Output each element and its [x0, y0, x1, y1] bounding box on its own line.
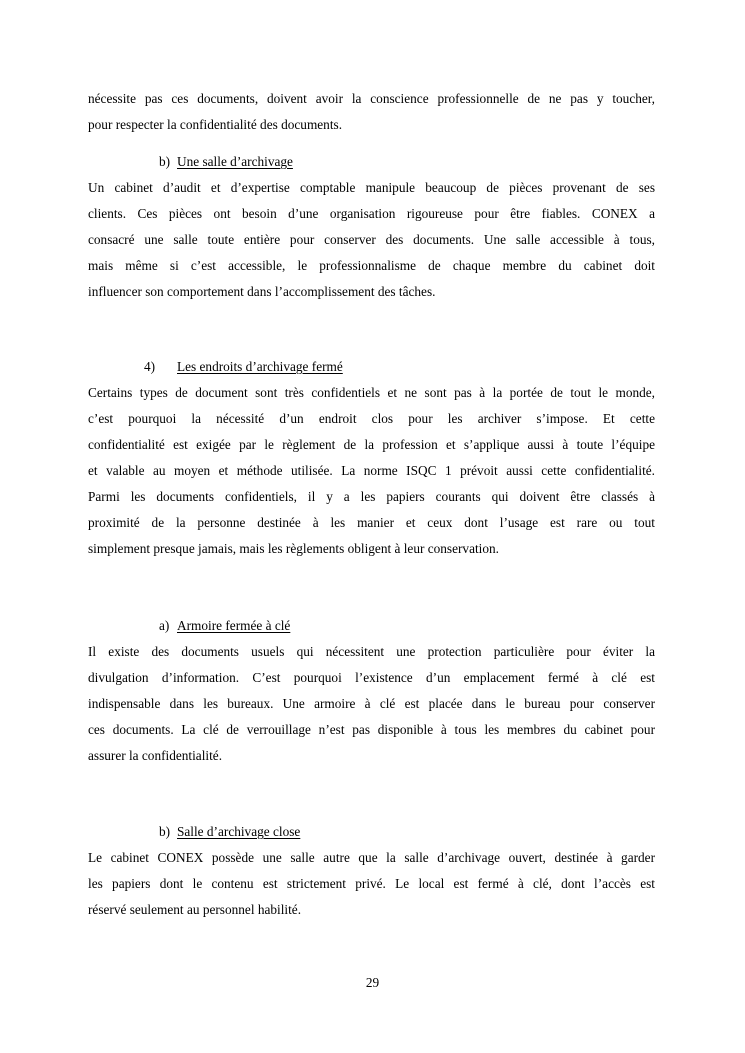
paragraph-line: et valable au moyen et méthode utilisée. La norme ISQC 1 prévoit aussi cette confidentialité. [88, 463, 655, 478]
section-heading-salle-close [159, 824, 300, 840]
paragraph-line: indispensable dans les bureaux. Une armoire à clé est placée dans le bureau pour conserver [88, 696, 655, 711]
paragraph-line: Un cabinet d’audit et d’expertise comptable manipule beaucoup de pièces provenant de ses [88, 180, 655, 195]
paragraph-line: confidentialité est exigée par le règlement de la profession et s’applique aussi à toute l’équipe [88, 437, 655, 452]
paragraph-line: c’est pourquoi la nécessité d’un endroit clos pour les archiver s’impose. Et cette [88, 411, 655, 426]
paragraph-line: pour respecter la confidentialité des documents. [88, 117, 343, 132]
heading-title: Les endroits d’archivage fermé [177, 359, 343, 374]
paragraph-line: ces documents. La clé de verrouillage n’est pas disponible à tous les membres du cabinet pour [88, 722, 655, 737]
paragraph-line: mais même si c’est accessible, le professionnalisme de chaque membre du cabinet doit [88, 258, 655, 273]
heading-title: Une salle d’archivage [177, 154, 293, 169]
paragraph-line: influencer son comportement dans l’accomplissement des tâches. [88, 284, 436, 299]
paragraph-line: clients. Ces pièces ont besoin d’une organisation rigoureuse pour être fiables. CONEX a [88, 206, 655, 221]
paragraph-line: réservé seulement au personnel habilité. [88, 902, 302, 917]
paragraph-line: Le cabinet CONEX possède une salle autre que la salle d’archivage ouvert, destinée à garder [88, 850, 655, 865]
section-heading-salle-archivage [159, 154, 293, 170]
paragraph-line: Il existe des documents usuels qui nécessitent une protection particulière pour éviter la [88, 644, 655, 659]
paragraph-line: assurer la confidentialité. [88, 748, 223, 763]
section-heading-endroits-fermes [144, 359, 343, 375]
heading-title: Salle d’archivage close [177, 824, 301, 839]
paragraph-line: simplement presque jamais, mais les règlements obligent à leur conservation. [88, 541, 499, 556]
page-number: 29 [365, 975, 380, 990]
heading-marker: a) [159, 618, 170, 633]
paragraph-line: nécessite pas ces documents, doivent avoir la conscience professionnelle de ne pas y toucher, [88, 91, 655, 106]
paragraph-line: les papiers dont le contenu est strictement privé. Le local est fermé à clé, dont l’accès est [88, 876, 655, 891]
heading-marker: 4) [144, 359, 156, 374]
paragraph-line: Parmi les documents confidentiels, il y a les papiers courants qui doivent être classés à [88, 489, 655, 504]
paragraph-line: consacré une salle toute entière pour conserver des documents. Une salle accessible à tous, [88, 232, 655, 247]
paragraph-line: divulgation d’information. C’est pourquoi l’existence d’un emplacement fermé à clé est [88, 670, 655, 685]
heading-marker: b) [159, 824, 171, 839]
section-heading-armoire [159, 618, 290, 634]
paragraph-line: proximité de la personne destinée à les manier et ceux dont l’usage est rare ou tout [88, 515, 655, 530]
paragraph-line: Certains types de document sont très confidentiels et ne sont pas à la portée de tout le monde, [88, 385, 655, 400]
heading-marker: b) [159, 154, 171, 169]
heading-title: Armoire fermée à clé [177, 618, 291, 633]
